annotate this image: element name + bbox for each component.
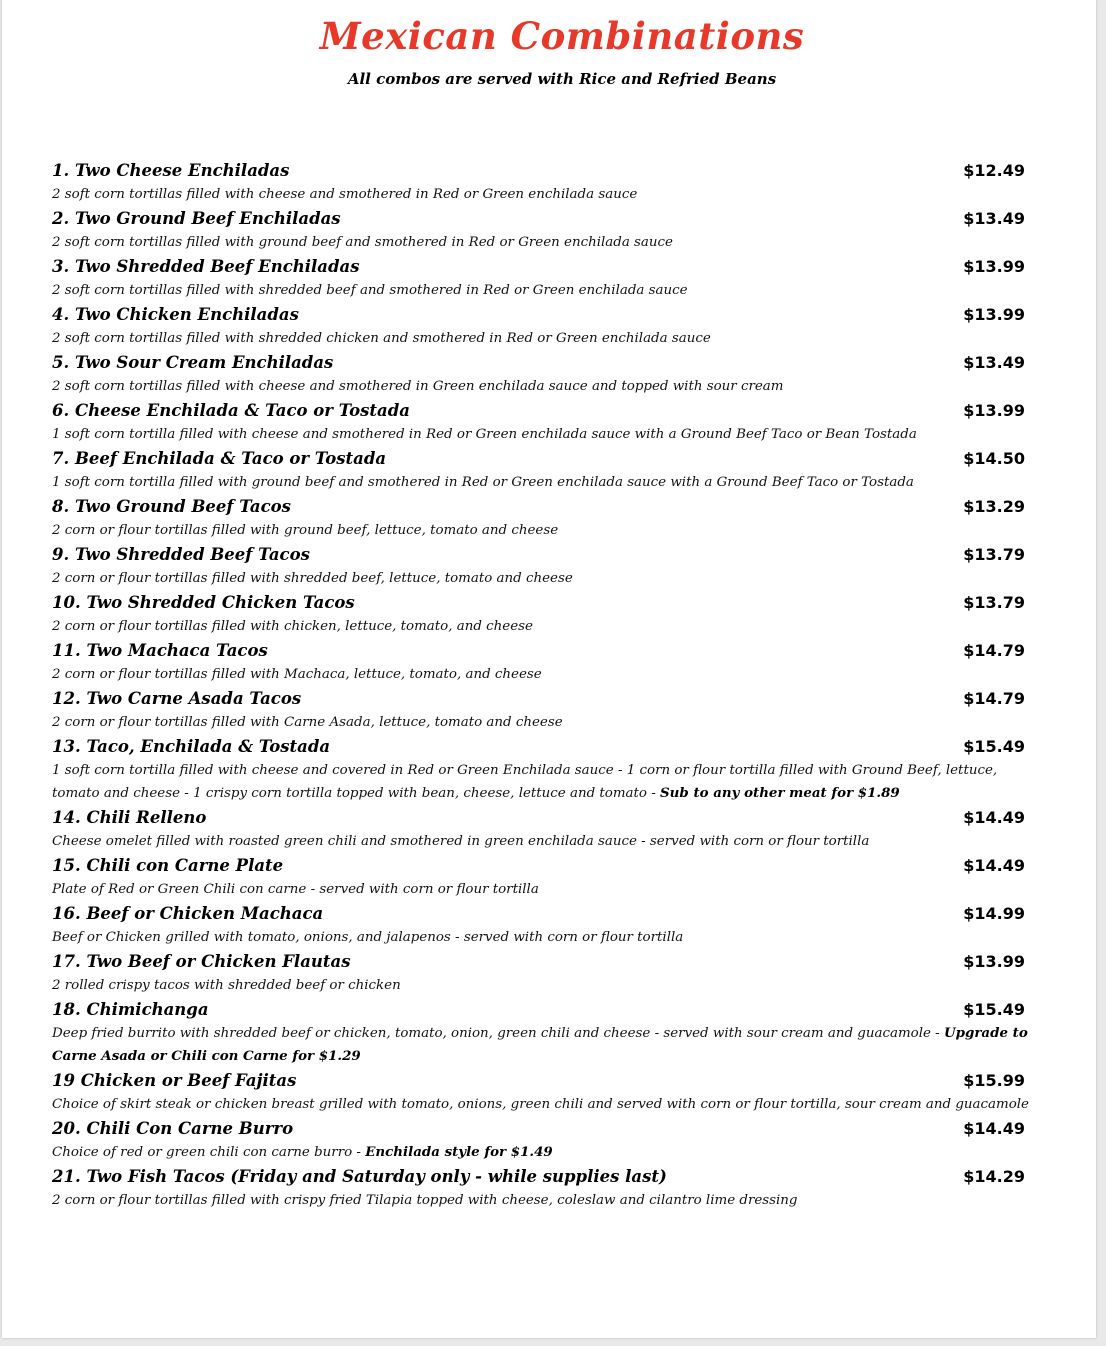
menu-item-description-text: Cheese omelet filled with roasted green chili and smothered in green enchilada sauce - served with corn or flour tortilla [52, 834, 870, 849]
menu-item-description-text: Choice of skirt steak or chicken breast grilled with tomato, onions, green chili and served with corn or flour tortilla, sour cream and guacamole [52, 1097, 1029, 1112]
menu-item-description [52, 471, 1048, 494]
menu-item-name: 14. Chili Relleno [52, 808, 207, 827]
menu-item [52, 446, 1048, 494]
menu-item-price: $13.99 [963, 401, 1025, 420]
menu-item-description [52, 519, 1048, 542]
menu-item-description [52, 567, 1048, 590]
menu-item-description-text: Choice of red or green chili con carne burro - [52, 1145, 366, 1160]
menu-item [52, 997, 1048, 1068]
menu-item-name: 4. Two Chicken Enchiladas [52, 305, 299, 324]
menu-item [52, 686, 1048, 734]
menu-item-description-text: 1 soft corn tortilla filled with cheese and smothered in Red or Green enchilada sauce with a Ground Beef Taco or Bean Tostada [52, 427, 917, 442]
menu-item-description [52, 830, 1048, 853]
menu-item-price: $14.29 [963, 1167, 1025, 1186]
menu-item-price: $13.49 [963, 209, 1025, 228]
menu-item-name: 7. Beef Enchilada & Taco or Tostada [52, 449, 387, 468]
menu-item-name: 19 Chicken or Beef Fajitas [52, 1071, 297, 1090]
menu-item-name: 16. Beef or Chicken Machaca [52, 904, 324, 923]
menu-item [52, 805, 1048, 853]
menu-item-description [52, 231, 1048, 254]
menu-item-name: 8. Two Ground Beef Tacos [52, 497, 291, 516]
menu-item [52, 494, 1048, 542]
menu-item-description-text: 2 rolled crispy tacos with shredded beef or chicken [52, 978, 401, 993]
menu-item-description [52, 663, 1048, 686]
menu-item-name: 12. Two Carne Asada Tacos [52, 689, 302, 708]
menu-item-description [52, 375, 1048, 398]
menu-item-description [52, 1022, 1048, 1068]
menu-item-description-text: 2 soft corn tortillas filled with cheese and smothered in Green enchilada sauce and topped with sour cream [52, 379, 784, 394]
menu-item-description [52, 878, 1048, 901]
menu-item-description-text: 2 corn or flour tortillas filled with ground beef, lettuce, tomato and cheese [52, 523, 559, 538]
menu-item-price: $14.49 [963, 856, 1025, 875]
menu-item-upgrade-note: Upgrade to Carne Asada or Chili con Carne for $1.29 [52, 1025, 1028, 1064]
menu-item-description-text: 2 corn or flour tortillas filled with chicken, lettuce, tomato, and cheese [52, 619, 533, 634]
menu-subtitle: All combos are served with Rice and Refried Beans [347, 70, 777, 88]
menu-item-upgrade-note: Enchilada style for $1.49 [365, 1144, 553, 1160]
menu-item-price: $13.79 [963, 593, 1025, 612]
menu-item-description-text: 2 soft corn tortillas filled with shredded chicken and smothered in Red or Green enchilada sauce [52, 331, 711, 346]
menu-item-description-text: Beef or Chicken grilled with tomato, onions, and jalapenos - served with corn or flour tortilla [52, 930, 684, 945]
menu-item-description [52, 1189, 1048, 1212]
menu-page [2, 0, 1096, 1338]
menu-item-description-text: 2 corn or flour tortillas filled with Carne Asada, lettuce, tomato and cheese [52, 715, 563, 730]
menu-item-name: 10. Two Shredded Chicken Tacos [52, 593, 355, 612]
menu-item [52, 206, 1048, 254]
menu-item-description-text: 2 corn or flour tortillas filled with shredded beef, lettuce, tomato and cheese [52, 571, 573, 586]
menu-item [52, 350, 1048, 398]
menu-item-name: 2. Two Ground Beef Enchiladas [52, 209, 341, 228]
menu-item-description-text: 2 corn or flour tortillas filled with Machaca, lettuce, tomato, and cheese [52, 667, 542, 682]
menu-item-name: 21. Two Fish Tacos (Friday and Saturday only - while supplies last) [52, 1167, 667, 1186]
menu-item-name: 9. Two Shredded Beef Tacos [52, 545, 310, 564]
menu-item-description [52, 327, 1048, 350]
menu-item-name: 15. Chili con Carne Plate [52, 856, 284, 875]
menu-item-name: 11. Two Machaca Tacos [52, 641, 268, 660]
menu-item-price: $14.49 [963, 1119, 1025, 1138]
menu-list [52, 158, 1048, 1212]
menu-item [52, 398, 1048, 446]
menu-item-price: $13.99 [963, 257, 1025, 276]
menu-item-description [52, 183, 1048, 206]
menu-title: Mexican Combinations [319, 14, 805, 58]
menu-item-description [52, 1141, 1048, 1164]
menu-item [52, 1116, 1048, 1164]
menu-item-price: $14.50 [963, 449, 1025, 468]
menu-item-price: $13.99 [963, 305, 1025, 324]
menu-item [52, 590, 1048, 638]
menu-item-description-text: Plate of Red or Green Chili con carne - served with corn or flour tortilla [52, 882, 539, 897]
menu-item-description [52, 974, 1048, 997]
menu-item-price: $12.49 [963, 161, 1025, 180]
menu-item [52, 158, 1048, 206]
menu-item-description [52, 615, 1048, 638]
menu-item-price: $15.99 [963, 1071, 1025, 1090]
menu-item-name: 20. Chili Con Carne Burro [52, 1119, 294, 1138]
menu-item [52, 949, 1048, 997]
menu-item-name: 18. Chimichanga [52, 1000, 209, 1019]
menu-item-description [52, 711, 1048, 734]
menu-item [52, 638, 1048, 686]
menu-item [52, 1164, 1048, 1212]
menu-item-name: 3. Two Shredded Beef Enchiladas [52, 257, 360, 276]
menu-item [52, 853, 1048, 901]
menu-item-description [52, 759, 1048, 805]
menu-item-description-text: 1 soft corn tortilla filled with ground beef and smothered in Red or Green enchilada sauce with a Ground Beef Taco or Tostada [52, 475, 914, 490]
menu-item-description [52, 279, 1048, 302]
menu-item-description-text: 2 soft corn tortillas filled with ground beef and smothered in Red or Green enchilada sauce [52, 235, 673, 250]
menu-item-description-text: 2 soft corn tortillas filled with shredded beef and smothered in Red or Green enchilada sauce [52, 283, 688, 298]
menu-item-price: $15.49 [963, 1000, 1025, 1019]
menu-item [52, 302, 1048, 350]
menu-item-name: 13. Taco, Enchilada & Tostada [52, 737, 331, 756]
menu-item-name: 6. Cheese Enchilada & Taco or Tostada [52, 401, 410, 420]
menu-item-price: $15.49 [963, 737, 1025, 756]
menu-item-price: $14.79 [963, 689, 1025, 708]
menu-item [52, 734, 1048, 805]
menu-item-description-text: 1 soft corn tortilla filled with cheese and covered in Red or Green Enchilada sauce - 1 corn or flour tortilla filled with Ground Beef, lettuce, tomato and cheese - 1 crispy corn tortilla topped with bean, cheese, lettuce and tomato - [52, 763, 998, 801]
menu-item-upgrade-note: Sub to any other meat for $1.89 [660, 785, 900, 801]
menu-item [52, 254, 1048, 302]
menu-item-description-text: 2 corn or flour tortillas filled with crispy fried Tilapia topped with cheese, coleslaw and cilantro lime dressing [52, 1193, 798, 1208]
menu-item-price: $14.79 [963, 641, 1025, 660]
menu-item-description [52, 926, 1048, 949]
menu-item-name: 5. Two Sour Cream Enchiladas [52, 353, 334, 372]
menu-item [52, 542, 1048, 590]
menu-item-price: $14.99 [963, 904, 1025, 923]
menu-item-name: 17. Two Beef or Chicken Flautas [52, 952, 351, 971]
menu-item-price: $13.79 [963, 545, 1025, 564]
menu-item-description [52, 1093, 1048, 1116]
menu-item-price: $13.99 [963, 952, 1025, 971]
menu-item-price: $14.49 [963, 808, 1025, 827]
menu-item-name: 1. Two Cheese Enchiladas [52, 161, 290, 180]
menu-item-description-text: 2 soft corn tortillas filled with cheese and smothered in Red or Green enchilada sauce [52, 187, 638, 202]
menu-item-price: $13.49 [963, 353, 1025, 372]
menu-item [52, 1068, 1048, 1116]
menu-item-price: $13.29 [963, 497, 1025, 516]
menu-item-description [52, 423, 1048, 446]
menu-item [52, 901, 1048, 949]
menu-item-description-text: Deep fried burrito with shredded beef or chicken, tomato, onion, green chili and cheese - served with sour cream and guacamole - [52, 1026, 944, 1041]
